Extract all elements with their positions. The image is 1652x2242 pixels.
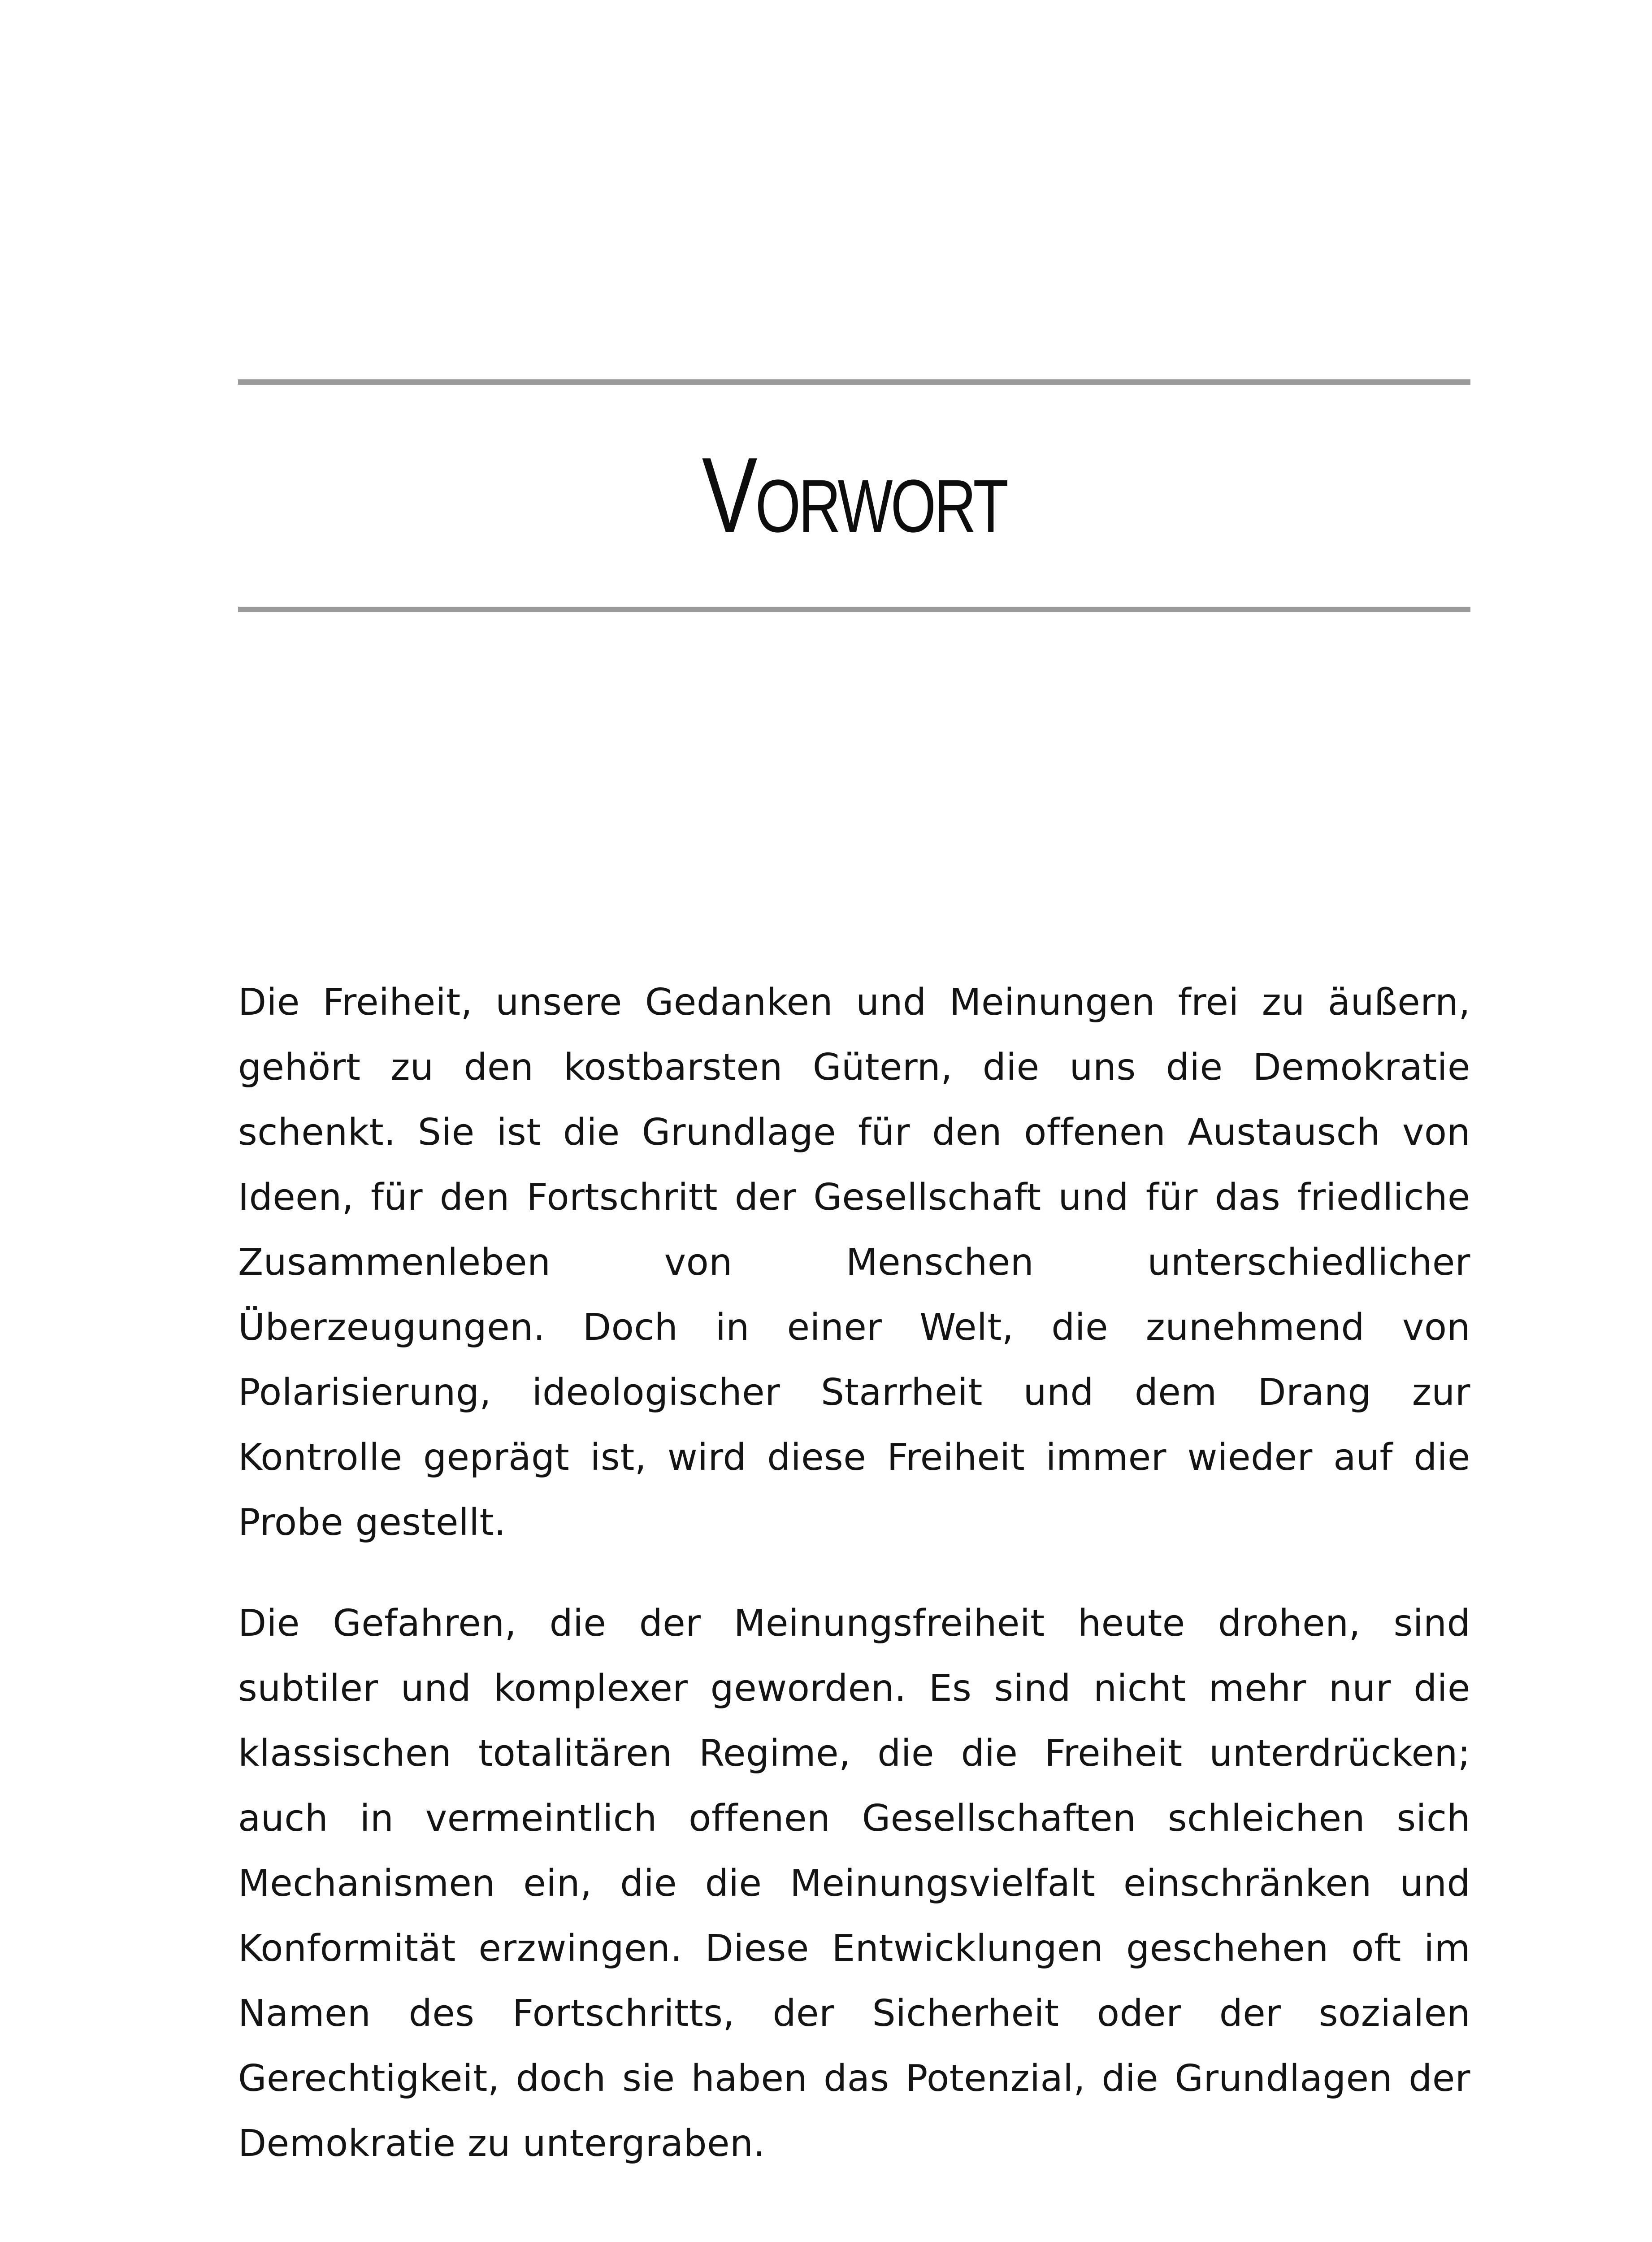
paragraph: Die Gefahren, die der Meinungsfreiheit heute drohen, sind subtiler und komplexer geworden. Es sind nicht mehr nur die klassischen totalitären Regime, die die Freiheit unterdrücken; auch in vermeintlich offenen Gesellschaften schleichen sich Mechanismen ein, die die Meinungsvielfalt einschränken und Konformität erzwingen. Diese Entwicklungen geschehen oft im Namen des Fortschritts, der Sicherheit oder der sozialen Gerechtigkeit, doch sie haben das Potenzial, die Grundlagen der Demokratie zu untergraben. bbox=[238, 1602, 1470, 2165]
paragraph: Die Freiheit, unsere Gedanken und Meinungen frei zu äußern, gehört zu den kostbarsten Gütern, die uns die Demokratie schenkt. Sie ist die Grundlage für den offenen Austausch von Ideen, für den Fortschritt der Gesellschaft und für das friedliche Zusammenleben von Menschen unterschiedlicher Überzeugungen. Doch in einer Welt, die zunehmend von Polarisierung, ideologischer Starrheit und dem Drang zur Kontrolle geprägt ist, wird diese Freiheit immer wieder auf die Probe gestellt. bbox=[238, 981, 1470, 1544]
chapter-title: Vorwort bbox=[702, 436, 1007, 555]
title-rule-top bbox=[238, 379, 1470, 385]
body-text bbox=[238, 970, 1470, 2212]
title-rule-bottom bbox=[238, 607, 1470, 612]
